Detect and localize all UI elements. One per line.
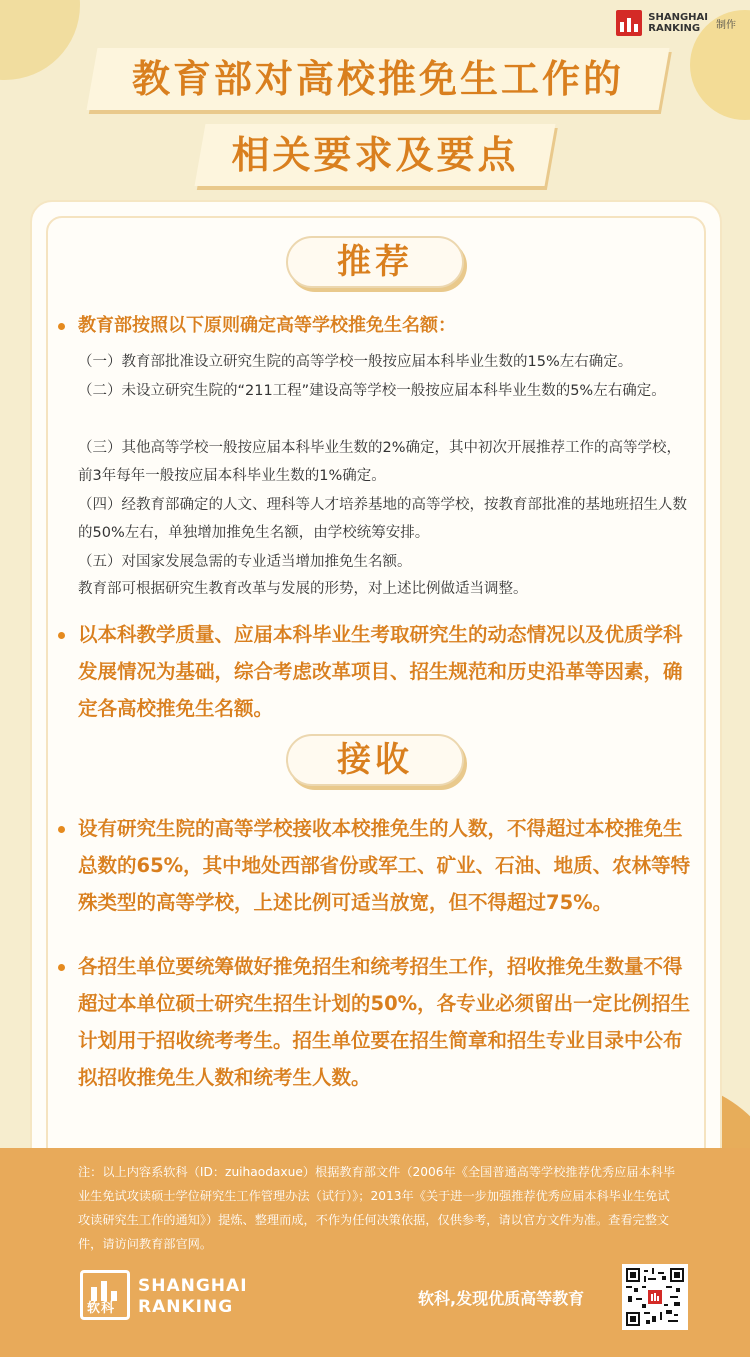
brand-name-line2: RANKING: [648, 23, 701, 34]
footer-brand-name: SHANGHAI RANKING: [138, 1276, 248, 1317]
logo-char: 软科: [87, 1301, 116, 1316]
page-title-line2: 相关要求及要点: [231, 133, 519, 177]
brand-name-line1: SHANGHAI: [648, 12, 708, 23]
detail-line-2: （二）未设立研究生院的“211工程”建设高等学校一般按应届本科毕业生数的5%左右确定。: [78, 383, 666, 399]
title-line1-box: [87, 48, 670, 110]
shanghai-ranking-logo-icon: [80, 1270, 130, 1320]
bullet-dot: [58, 964, 65, 971]
section-heading-recommend: 推荐: [286, 236, 464, 288]
bullet-dot: [58, 632, 65, 639]
bullet-dot: [58, 323, 65, 330]
detail-line-4: （四）经教育部确定的人文、理科等人才培养基地的高等学校，按教育部批准的基地班招生人数的50%左右，单独增加推免生名额，由学校统筹安排。: [78, 497, 687, 541]
bullet-dot: [58, 826, 65, 833]
accept-ratio-paragraph: 设有研究生院的高等学校接收本校推免生的人数，不得超过本校推免生总数的65%，其中地处西部省份或军工、矿业、石油、地质、农林等特殊类型的高等学校，上述比例可适当放宽，但不得超过75%。: [78, 817, 691, 914]
detail-line-5: （五）对国家发展急需的专业适当增加推免生名额。: [78, 554, 412, 570]
detail-adjust-note: 教育部可根据研究生教育改革与发展的形势，对上述比例做适当调整。: [78, 581, 528, 597]
page-title-line1: 教育部对高校推免生工作的: [131, 57, 624, 101]
made-by-label: 制作: [716, 19, 736, 31]
section-heading-accept: 接收: [286, 734, 464, 786]
title-line2-box: [195, 124, 556, 186]
detail-line-3: （三）其他高等学校一般按应届本科毕业生数的2%确定，其中初次开展推荐工作的高等学校，前3年每年一般按应届本科毕业生数的1%确定。: [78, 440, 681, 484]
footer-slogan: 软科,发现优质高等教育: [418, 1289, 585, 1308]
detail-line-1: （一）教育部批准设立研究生院的高等学校一般按应届本科毕业生数的15%左右确定。: [78, 354, 633, 370]
decor-circle-top-left: [0, 0, 80, 80]
shanghai-ranking-logo-icon: [616, 10, 642, 36]
accept-plan-paragraph: 各招生单位要统筹做好推免招生和统考招生工作，招收推免生数量不得超过本单位硕士研究生招生计划的50%，各专业必须留出一定比例招生计划用于招收统考考生。招生单位要在招生简章和招生专业目录中公布拟招收推免生人数和统考生人数。: [78, 955, 691, 1089]
brand-header: [616, 10, 736, 36]
recommend-basis-paragraph: 以本科教学质量、应届本科毕业生考取研究生的动态情况以及优质学科发展情况为基础，综合考虑改革项目、招生规范和历史沿革等因素，确定各高校推免生名额。: [78, 623, 683, 720]
footer-note: 注：以上内容系软科（ID：zuihaodaxue）根据教育部文件（2006年《全国普通高等学校推荐优秀应届本科毕业生免试攻读硕士学位研究生工作管理办法（试行）》；2013年《关于进一步加强推荐优秀应届本科毕业生免试攻读研究生工作的通知》）提炼、整理而成，不作为任何决策依据，仅供参考，请以官方文件为准。查看完整文件，请访问教育部官网。: [78, 1165, 676, 1251]
qr-code-icon: [622, 1264, 688, 1330]
recommend-principle-lead: 教育部按照以下原则确定高等学校推免生名额：: [78, 315, 456, 336]
